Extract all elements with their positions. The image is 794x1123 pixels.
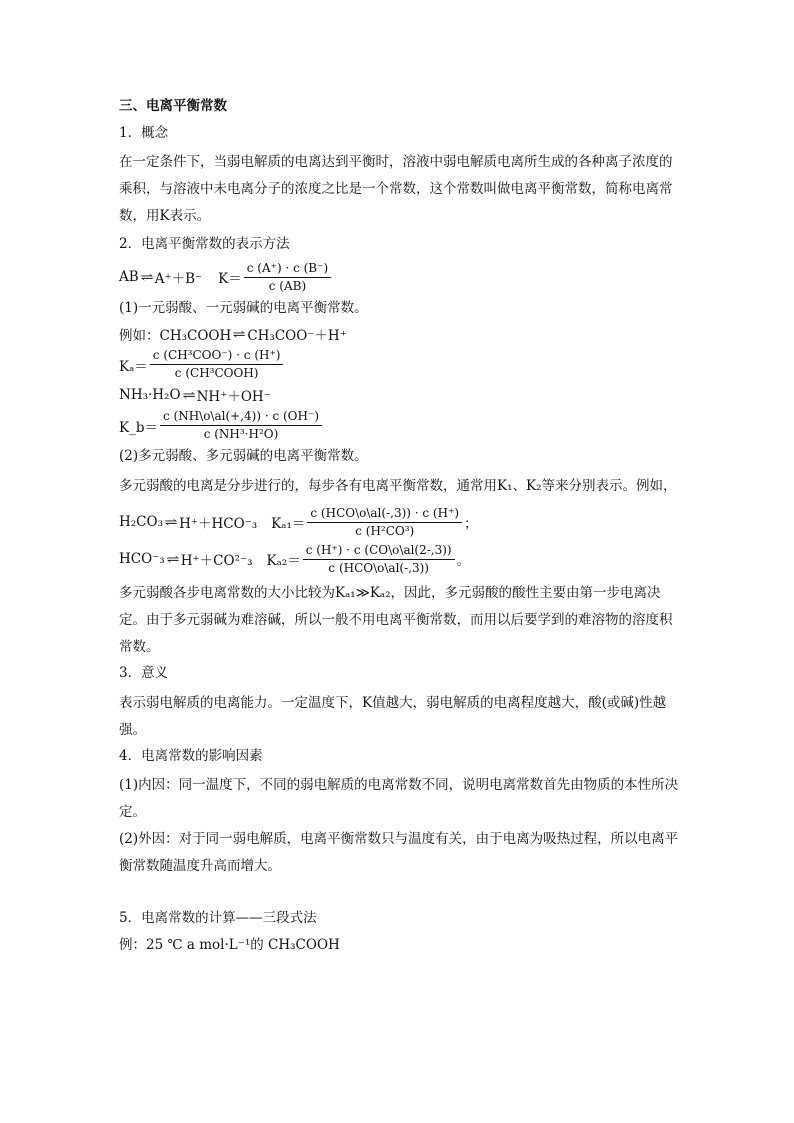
eq-hco3-right: H⁺＋CO²⁻₃: [180, 553, 253, 570]
section-title: 三、电离平衡常数: [119, 98, 227, 114]
eq-h2co3-k: Kₐ₁＝: [271, 516, 306, 533]
eq-kb-k: K_b＝: [119, 419, 158, 436]
internal-factor-paragraph: (1)内因：同一温度下，不同的弱电解质的电离常数不同，说明电离常数首先由物质的本性所决定。: [119, 777, 679, 821]
heading-meaning: 3．意义: [119, 664, 169, 681]
eq-nh3-left: NH₃·H₂O: [119, 387, 181, 404]
eq-acetic-prefix: 例如：CH₃COOH: [119, 328, 232, 345]
equation-acetic: [119, 324, 679, 344]
external-factor-paragraph: (2)外因：对于同一弱电解质，电离平衡常数只与温度有关，由于电离为吸热过程，所以电离平衡常数随温度升高而增大。: [119, 831, 679, 875]
eq-hco3-end: 。: [456, 553, 471, 570]
equilibrium-arrow-icon: ⇌: [140, 270, 154, 285]
eq-h2co3-end: ；: [464, 516, 478, 533]
equilibrium-arrow-icon: ⇌: [232, 327, 246, 342]
concept-paragraph: 在一定条件下，当弱电解质的电离达到平衡时，溶液中弱电解质电离所生成的各种离子浓度的乘积，与溶液中未电离分子的浓度之比是一个常数，这个常数叫做电离平衡常数，简称电离常数，用K表示。: [119, 154, 673, 225]
fraction-denominator: c (AB): [268, 278, 307, 293]
fraction-numerator: c (HCO\o\al(-,3)) · c (H⁺): [307, 506, 462, 523]
equilibrium-arrow-icon: ⇌: [182, 388, 196, 403]
eq-acetic-right: CH₃COO⁻＋H⁺: [247, 328, 347, 345]
sub-heading-polyprotic: (2)多元弱酸、多元弱碱的电离平衡常数。: [119, 448, 368, 465]
eq-hco3-left: HCO⁻₃: [119, 551, 165, 568]
fraction-denominator: c (H²CO³): [355, 523, 415, 538]
equation-ab: [119, 261, 679, 294]
comparison-paragraph: 多元弱酸各步电离常数的大小比较为Kₐ₁≫Kₐ₂，因此，多元弱酸的酸性主要由第一步电离决定。由于多元弱碱为难溶碱，所以一般不用电离平衡常数，而用以后要学到的难溶物的溶度积常数。: [119, 584, 673, 655]
equation-nh3: [119, 385, 679, 405]
polyprotic-paragraph: 多元弱酸的电离是分步进行的，每步各有电离平衡常数，通常用K₁、K₂等来分别表示。例如，: [119, 477, 677, 494]
document-page: [119, 96, 679, 961]
fraction-numerator: c (A⁺) · c (B⁻): [244, 261, 331, 278]
eq-ab-right: A⁺＋B⁻: [154, 271, 203, 288]
fraction-numerator: c (NH\o\al(+,4)) · c (OH⁻): [160, 409, 322, 426]
equation-hco3: [119, 543, 679, 576]
heading-concept: 1．概念: [119, 124, 169, 141]
fraction-ka2: [303, 543, 455, 576]
fraction-k: [244, 261, 331, 294]
eq-hco3-k: Kₐ₂＝: [266, 553, 301, 570]
eq-ka-k: Kₐ＝: [119, 358, 148, 375]
meaning-paragraph: 表示弱电解质的电离能力。一定温度下，K值越大，弱电解质的电离程度越大，酸(或碱)性越强。: [119, 694, 667, 738]
equilibrium-arrow-icon: ⇌: [164, 515, 178, 530]
equation-ka: [119, 348, 679, 381]
heading-expression: 2．电离平衡常数的表示方法: [119, 236, 290, 253]
eq-h2co3-left: H₂CO₃: [119, 514, 163, 531]
fraction-denominator: c (HCO\o\al(-,3)): [328, 560, 429, 575]
eq-h2co3-right: H⁺＋HCO⁻₃: [179, 516, 258, 533]
fraction-denominator: c (CH³COOH): [174, 366, 259, 381]
equilibrium-arrow-icon: ⇌: [166, 552, 180, 567]
fraction-kb: [160, 409, 322, 442]
eq-nh3-right: NH⁺＋OH⁻: [196, 389, 271, 406]
eq-ab-left: AB: [119, 269, 139, 286]
sub-heading-monoprotic: (1)一元弱酸、一元弱碱的电离平衡常数。: [119, 299, 368, 316]
fraction-ka1: [307, 506, 462, 539]
fraction-denominator: c (NH³·H²O): [203, 427, 279, 442]
heading-calculation: 5．电离常数的计算——三段式法: [119, 910, 317, 927]
equation-kb: [119, 409, 679, 442]
heading-factors: 4．电离常数的影响因素: [119, 747, 263, 764]
equation-h2co3: [119, 506, 679, 539]
eq-ab-k: K＝: [218, 271, 242, 288]
fraction-ka: [150, 348, 284, 381]
fraction-numerator: c (CH³COO⁻) · c (H⁺): [150, 348, 284, 365]
fraction-numerator: c (H⁺) · c (CO\o\al(2-,3)): [303, 543, 455, 560]
calculation-example: 例：25 ℃ a mol·L⁻¹的 CH₃COOH: [119, 936, 340, 953]
